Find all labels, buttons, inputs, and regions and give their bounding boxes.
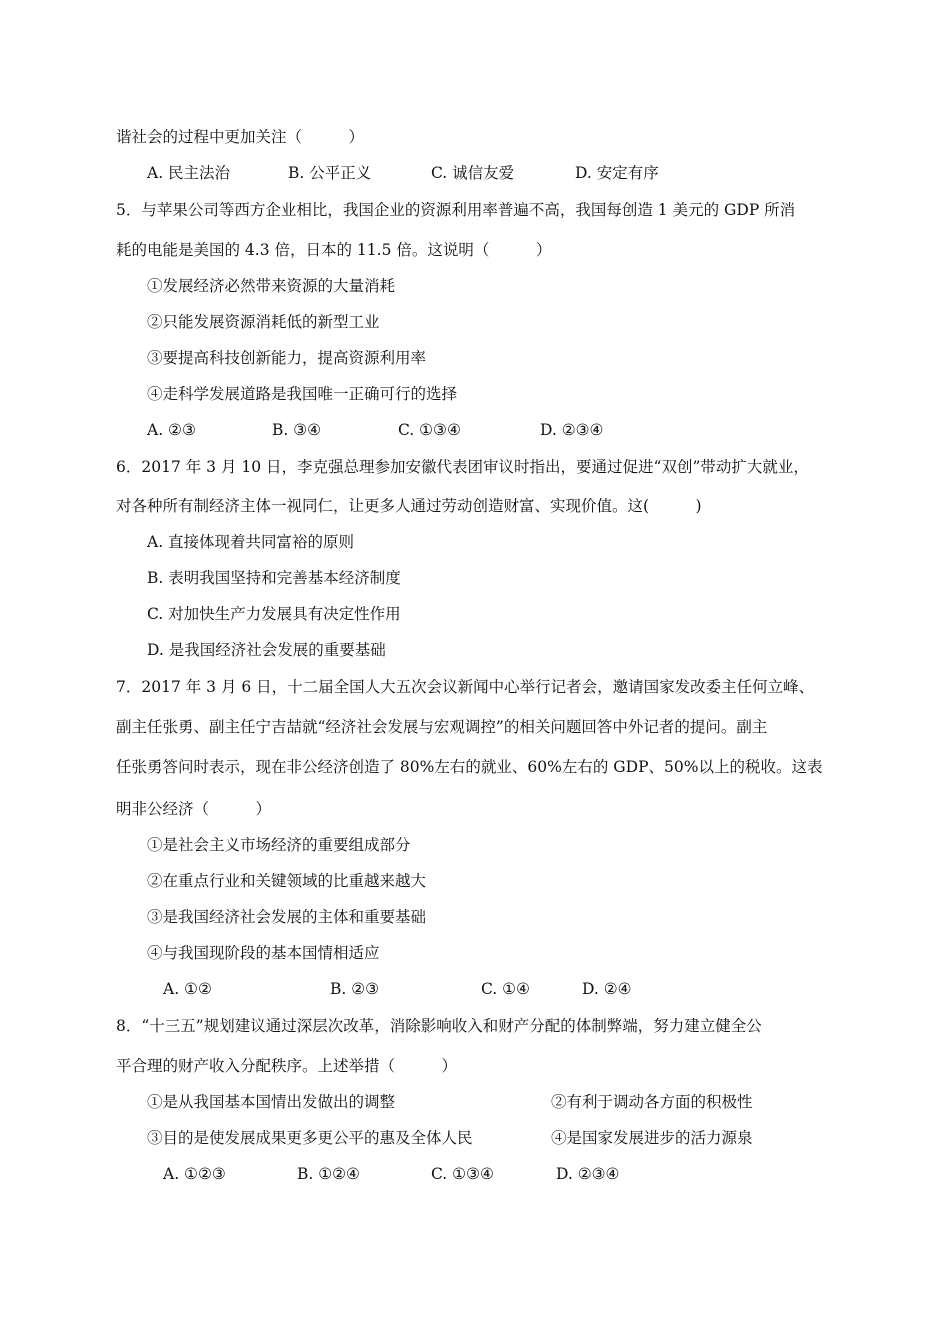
q5-stem-line-2: 耗的电能是美国的 4.3 倍，日本的 11.5 倍。这说明（ ） [116,241,552,259]
q8-item-3: ③目的是使发展成果更多更公平的惠及全体人民 [147,1129,473,1147]
q7-stem-line-4: 明非公经济（ ） [116,800,272,818]
q7-stem-line-3: 任张勇答问时表示，现在非公经济创造了 80%左右的就业、60%左右的 GDP、50%以上的税收。这表 [116,758,823,776]
q5-stem-line-1: 5．与苹果公司等西方企业相比，我国企业的资源利用率普遍不高，我国每创造 1 美元的 GDP 所消 [116,201,796,219]
q8-item-1: ①是从我国基本国情出发做出的调整 [147,1093,396,1111]
q6-option-a: A. 直接体现着共同富裕的原则 [147,533,355,551]
q5-option-c: C. ①③④ [398,421,461,439]
q5-item-2: ②只能发展资源消耗低的新型工业 [147,313,380,331]
q4-option-b: B. 公平正义 [288,164,372,182]
q5-item-3: ③要提高科技创新能力，提高资源利用率 [147,349,427,367]
q6-option-d: D. 是我国经济社会发展的重要基础 [147,641,386,659]
q8-item-2: ②有利于调动各方面的积极性 [551,1093,753,1111]
q6-option-b: B. 表明我国坚持和完善基本经济制度 [147,569,401,587]
q5-option-b: B. ③④ [272,421,322,439]
q5-item-4: ④走科学发展道路是我国唯一正确可行的选择 [147,385,458,403]
q6-stem-line-1: 6．2017 年 3 月 10 日，李克强总理参加安徽代表团审议时指出，要通过促进“双创”带动扩大就业， [116,458,809,476]
q7-item-4: ④与我国现阶段的基本国情相适应 [147,944,380,962]
q4-option-c: C. 诚信友爱 [431,164,515,182]
q5-option-d: D. ②③④ [540,421,604,439]
q8-option-a: A. ①②③ [163,1165,226,1183]
q8-option-c: C. ①③④ [431,1165,494,1183]
q7-stem-line-1: 7．2017 年 3 月 6 日，十二届全国人大五次会议新闻中心举行记者会，邀请国家发改委主任何立峰、 [116,678,815,696]
q5-item-1: ①发展经济必然带来资源的大量消耗 [147,277,396,295]
q4-option-a: A. 民主法治 [147,164,231,182]
q7-option-c: C. ①④ [481,980,530,998]
q7-option-d: D. ②④ [582,980,632,998]
q7-stem-line-2: 副主任张勇、副主任宁吉喆就“经济社会发展与宏观调控”的相关问题回答中外记者的提问。副主 [116,718,768,736]
q7-item-3: ③是我国经济社会发展的主体和重要基础 [147,908,427,926]
q8-stem-line-1: 8．“十三五”规划建议通过深层次改革，消除影响收入和财产分配的体制弊端，努力建立健全公 [116,1017,762,1035]
q4-option-d: D. 安定有序 [575,164,659,182]
q8-option-b: B. ①②④ [297,1165,360,1183]
q6-stem-line-2: 对各种所有制经济主体一视同仁，让更多人通过劳动创造财富、实现价值。这( ) [116,497,702,515]
q7-option-b: B. ②③ [330,980,380,998]
q4-stem-continuation: 谐社会的过程中更加关注（ ） [116,128,365,146]
q5-option-a: A. ②③ [147,421,196,439]
q8-item-4: ④是国家发展进步的活力源泉 [551,1129,753,1147]
q7-item-2: ②在重点行业和关键领域的比重越来越大 [147,872,427,890]
q7-item-1: ①是社会主义市场经济的重要组成部分 [147,836,411,854]
q7-option-a: A. ①② [163,980,212,998]
q6-option-c: C. 对加快生产力发展具有决定性作用 [147,605,401,623]
q8-option-d: D. ②③④ [556,1165,620,1183]
q8-stem-line-2: 平合理的财产收入分配秩序。上述举措（ ） [116,1057,458,1075]
